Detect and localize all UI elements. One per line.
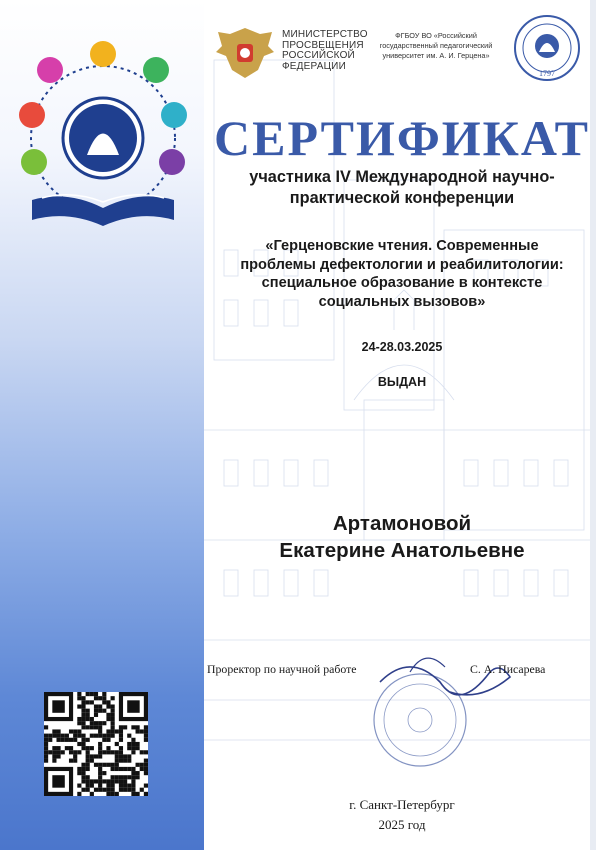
seal-year: 1797 — [539, 69, 555, 78]
signatory-position: Проректор по научной работе — [207, 662, 357, 676]
recipient-name: Артамоновой Екатерине Анатольевне — [279, 512, 525, 562]
issued-label: ВЫДАН — [377, 375, 427, 389]
conference-name: «Герценовские чтения. Современные проблемы дефектологии и реабилитологии: специальное образование в контексте социальных вызовов» — [240, 238, 564, 310]
conference-emblem — [12, 40, 194, 230]
university-seal-icon — [512, 12, 582, 86]
ministry-coat-of-arms-icon — [210, 22, 280, 84]
qr-code — [44, 692, 148, 796]
signatory-name: С. А. Писарева — [470, 662, 546, 676]
conference-dates: 24-28.03.2025 — [361, 340, 443, 354]
certificate-title: СЕРТИФИКАТ — [213, 110, 590, 166]
certificate-subtitle: участника IV Международной научно- практической конференции — [249, 168, 555, 207]
city: г. Санкт-Петербург — [349, 797, 455, 812]
year: 2025 год — [378, 817, 426, 832]
university-name: ФГБОУ ВО «Российский государственный педагогический университет им. А. И. Герцена» — [379, 31, 493, 60]
ministry-name: МИНИСТЕРСТВО ПРОСВЕЩЕНИЯ РОССИЙСКОЙ ФЕДЕРАЦИИ — [282, 29, 368, 72]
